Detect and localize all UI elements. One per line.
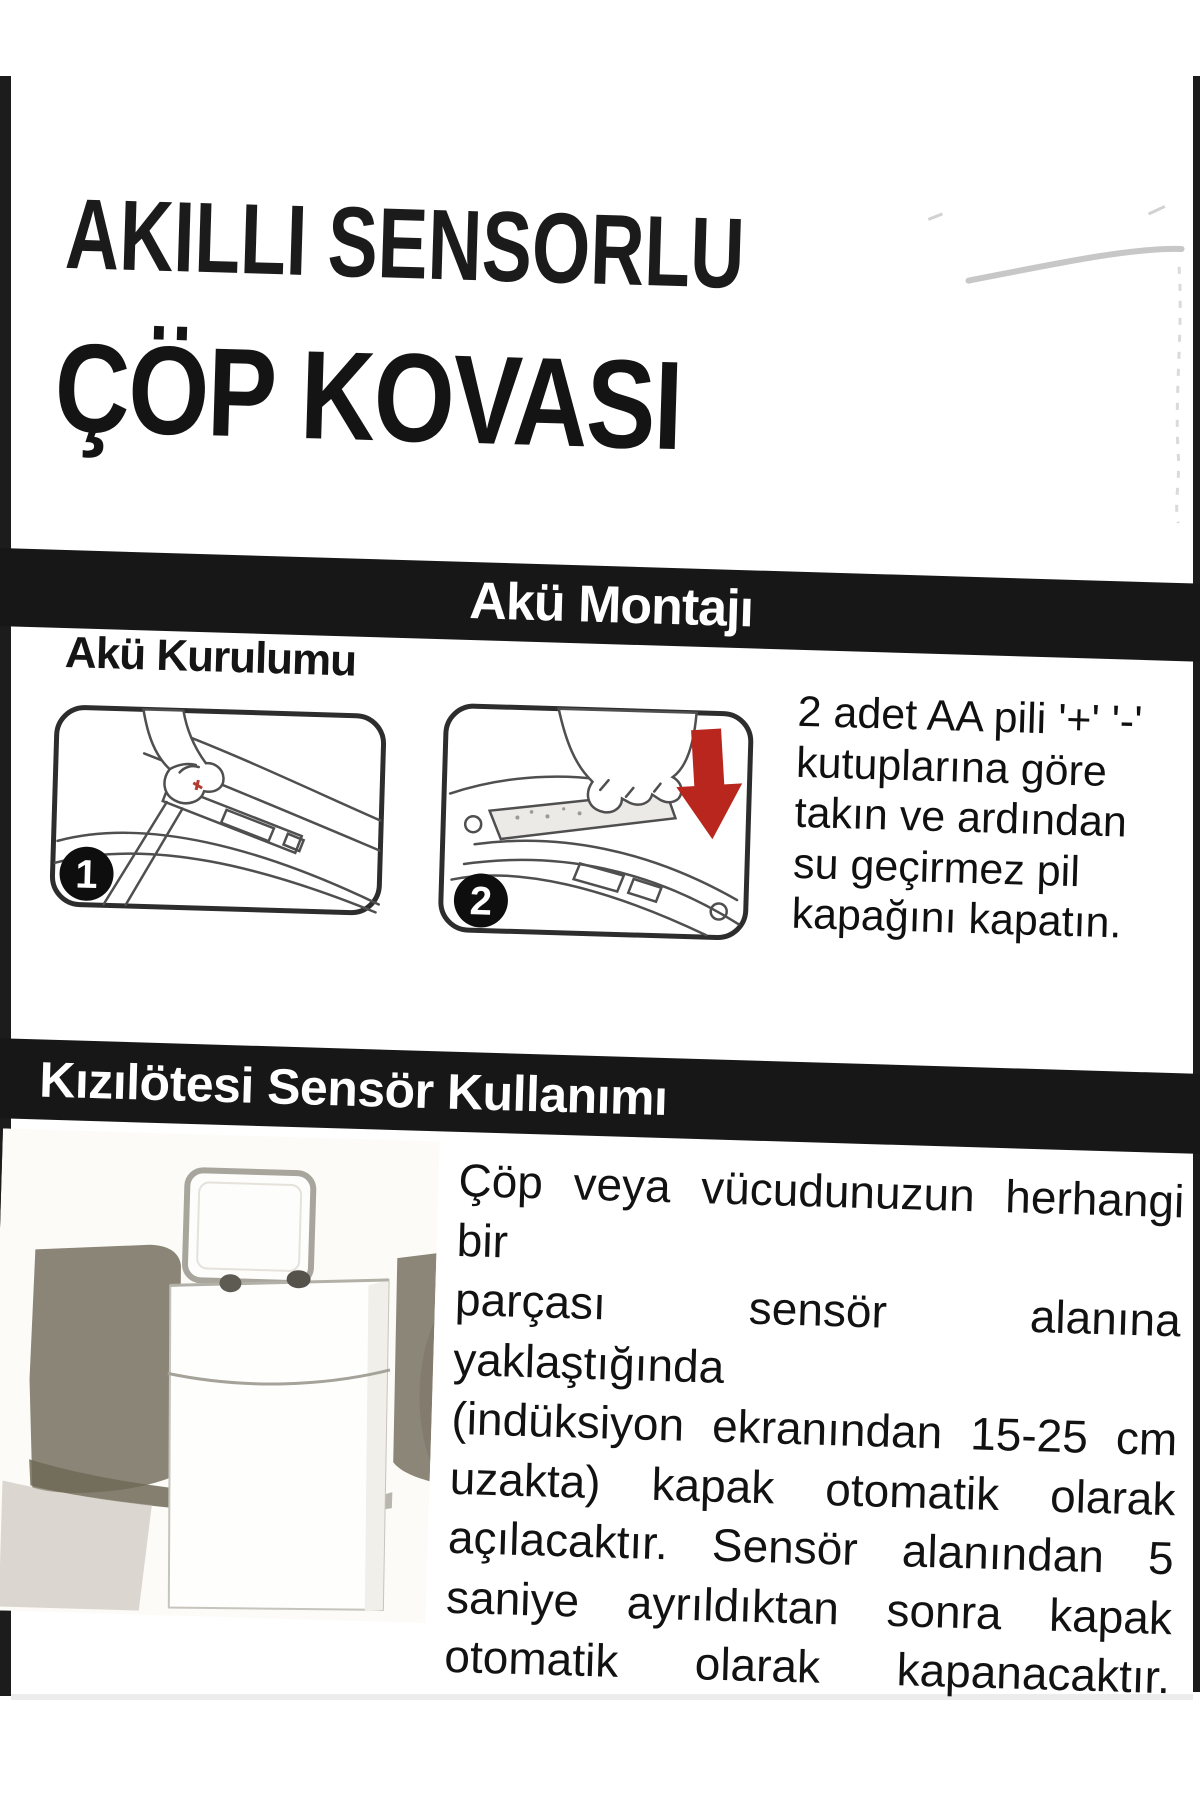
battery-instructions [791, 687, 1200, 952]
sensor-usage-paragraph [444, 1151, 1186, 1708]
scan-crease-artifact [891, 149, 1200, 528]
trash-can-body [161, 1266, 393, 1613]
paragraph-line: otomatik olarak kapanacaktır. [443, 1629, 1171, 1704]
section-banner-battery-label: Akü Montajı [468, 572, 754, 639]
paragraph-line: uzakta) kapak otomatik olarak [449, 1451, 1177, 1525]
trash-can-photo [0, 1128, 440, 1623]
paragraph-line: parçası sensör alanına yaklaştığında [452, 1272, 1182, 1393]
paragraph-line: (indüksiyon ekranından 15-25 cm [450, 1391, 1179, 1466]
paragraph-line: Çöp veya vücudunuzun herhangi bir [456, 1153, 1186, 1267]
battery-subheading: Akü Kurulumu [64, 628, 357, 686]
battery-instruction-line: kutuplarına göre [795, 738, 1108, 796]
illustration-step1-open-cover [48, 703, 389, 918]
battery-instruction-line: su geçirmez pil [792, 839, 1081, 896]
trash-can-lid-open [185, 1170, 314, 1284]
svg-text:2: 2 [469, 879, 493, 924]
paragraph-line: saniye ayrıldıktan sonra kapak [445, 1570, 1173, 1644]
section-banner-sensor-label: Kızılötesi Sensör Kullanımı [38, 1051, 669, 1127]
illustration-step2-insert-batteries [436, 701, 756, 942]
page-title-line2: ÇÖP KOVASI [52, 316, 684, 477]
page-title-line1: AKILLI SENSORLU [63, 177, 747, 310]
svg-text:1: 1 [74, 852, 99, 898]
battery-instruction-line: kapağını kapatın. [790, 889, 1123, 948]
battery-instruction-line: takın ve ardından [793, 788, 1128, 847]
paragraph-line: açılacaktır. Sensör alanından 5 [447, 1510, 1175, 1585]
battery-instruction-line: 2 adet AA pili '+' '-' [796, 687, 1144, 747]
